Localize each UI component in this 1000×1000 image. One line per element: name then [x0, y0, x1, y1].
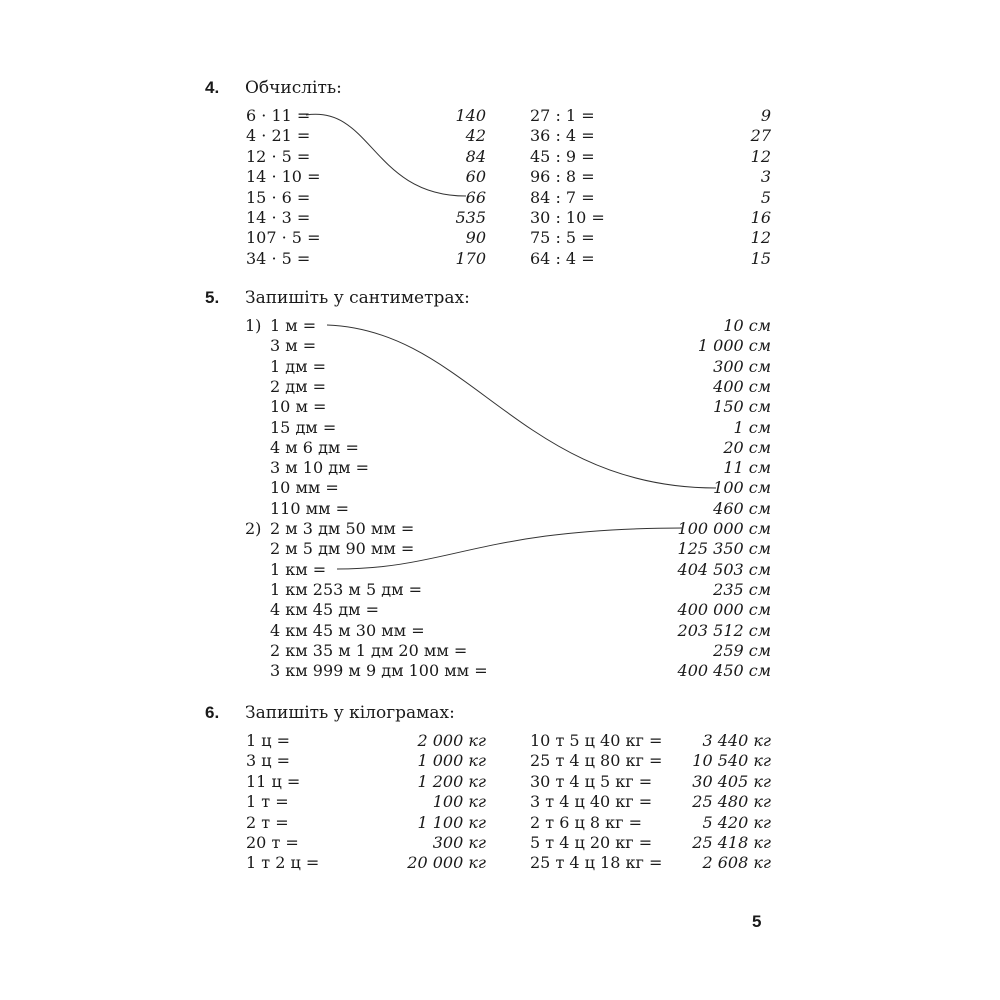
expression: 30 : 10 =	[530, 208, 605, 227]
answer: 42	[465, 126, 486, 146]
expression: 84 : 7 =	[530, 187, 595, 207]
answer: 11 см	[723, 458, 771, 478]
answer: 125 350 см	[677, 539, 771, 559]
expression: 10 м =	[270, 397, 327, 417]
answer: 12	[750, 146, 771, 166]
expression: 20 т =	[246, 833, 299, 852]
expression: 2 т =	[246, 812, 289, 832]
answer: 90	[465, 228, 486, 248]
answer: 66	[465, 187, 486, 207]
task-4-title: Обчисліть:	[245, 78, 342, 98]
answer: 5 420 кг	[702, 812, 771, 832]
answer: 300 см	[713, 356, 771, 376]
answer: 400 000 см	[677, 600, 771, 620]
expression: 14 · 3 =	[246, 208, 311, 227]
expression: 1 ц =	[246, 731, 291, 750]
task-6-title: Запишіть у кілограмах:	[245, 703, 455, 723]
task-5-title: Запишіть у сантиметрах:	[245, 288, 470, 308]
part-2-label: 2)	[245, 519, 262, 538]
answer: 1 200 кг	[417, 771, 486, 791]
expression: 3 ц =	[246, 751, 291, 771]
expression: 4 м 6 дм =	[270, 437, 359, 457]
answer: 10 540 кг	[692, 751, 771, 771]
answer: 150 см	[713, 397, 771, 417]
expression: 5 т 4 ц 20 кг =	[530, 833, 653, 852]
task-6-number: 6.	[205, 703, 220, 722]
expression: 3 м 10 дм =	[270, 458, 370, 478]
answer: 170	[455, 248, 486, 268]
expression: 15 · 6 =	[246, 187, 311, 207]
task-4-number: 4.	[205, 78, 220, 97]
answer: 235 см	[713, 579, 771, 599]
answer: 25 480 кг	[692, 792, 771, 812]
task-5-number: 5.	[205, 288, 220, 307]
answer: 1 см	[733, 417, 771, 437]
expression: 4 км 45 дм =	[270, 600, 380, 620]
expression: 14 · 10 =	[246, 167, 321, 187]
answer: 2 000 кг	[417, 731, 486, 750]
answer: 2 608 кг	[702, 853, 771, 873]
answer: 20 000 кг	[407, 853, 486, 873]
answer: 100 000 см	[677, 519, 771, 538]
expression: 110 мм =	[270, 498, 350, 518]
answer: 9	[760, 106, 771, 125]
answer: 27	[750, 126, 771, 146]
answer: 400 450 см	[677, 661, 771, 681]
expression: 75 : 5 =	[530, 228, 595, 248]
expression: 10 т 5 ц 40 кг =	[530, 731, 663, 750]
answer: 25 418 кг	[692, 833, 771, 852]
expression: 25 т 4 ц 18 кг =	[530, 853, 663, 873]
answer: 300 кг	[432, 833, 486, 852]
expression: 45 : 9 =	[530, 146, 595, 166]
expression: 2 м 5 дм 90 мм =	[270, 539, 415, 559]
answer: 30 405 кг	[692, 771, 771, 791]
expression: 107 · 5 =	[246, 228, 321, 248]
expression: 15 дм =	[270, 417, 337, 437]
answer: 1 100 кг	[417, 812, 486, 832]
expression: 10 мм =	[270, 478, 339, 498]
expression: 1 т =	[246, 792, 289, 812]
answer: 60	[465, 167, 486, 187]
answer: 15	[750, 248, 771, 268]
expression: 1 т 2 ц =	[246, 853, 320, 873]
answer: 5	[760, 187, 771, 207]
expression: 4 · 21 =	[246, 126, 311, 146]
expression: 3 м =	[270, 336, 317, 356]
answer: 140	[455, 106, 486, 125]
answer: 259 см	[713, 640, 771, 660]
expression: 1 км =	[270, 559, 327, 579]
answer: 12	[750, 228, 771, 248]
answer: 400 см	[713, 376, 771, 396]
expression: 64 : 4 =	[530, 248, 595, 268]
part-1-label: 1)	[245, 316, 262, 335]
expression: 2 дм =	[270, 376, 327, 396]
answer: 16	[750, 208, 771, 227]
expression: 12 · 5 =	[246, 146, 311, 166]
answer: 100 см	[713, 478, 771, 498]
expression: 34 · 5 =	[246, 248, 311, 268]
expression: 27 : 1 =	[530, 106, 595, 125]
expression: 11 ц =	[246, 771, 301, 791]
expression: 1 км 253 м 5 дм =	[270, 579, 423, 599]
expression: 96 : 8 =	[530, 167, 595, 187]
answer: 203 512 см	[677, 620, 771, 640]
expression: 36 : 4 =	[530, 126, 595, 146]
answer: 1 000 кг	[417, 751, 486, 771]
answer: 20 см	[723, 437, 771, 457]
expression: 6 · 11 =	[246, 106, 311, 125]
answer: 404 503 см	[677, 559, 771, 579]
expression: 2 т 6 ц 8 кг =	[530, 812, 642, 832]
expression: 2 м 3 дм 50 мм =	[270, 519, 415, 538]
expression: 3 т 4 ц 40 кг =	[530, 792, 653, 812]
expression: 25 т 4 ц 80 кг =	[530, 751, 663, 771]
expression: 4 км 45 м 30 мм =	[270, 620, 425, 640]
answer: 100 кг	[432, 792, 486, 812]
expression: 3 км 999 м 9 дм 100 мм =	[270, 661, 488, 681]
answer: 3 440 кг	[702, 731, 771, 750]
answer: 10 см	[723, 316, 771, 335]
answer: 1 000 см	[697, 336, 771, 356]
answer: 3	[760, 167, 771, 187]
expression: 1 дм =	[270, 356, 327, 376]
expression: 30 т 4 ц 5 кг =	[530, 771, 653, 791]
expression: 1 м =	[270, 316, 317, 335]
expression: 2 км 35 м 1 дм 20 мм =	[270, 640, 468, 660]
answer: 84	[465, 146, 486, 166]
answer: 535	[455, 208, 486, 227]
answer: 460 см	[713, 498, 771, 518]
page-number: 5	[752, 912, 762, 931]
